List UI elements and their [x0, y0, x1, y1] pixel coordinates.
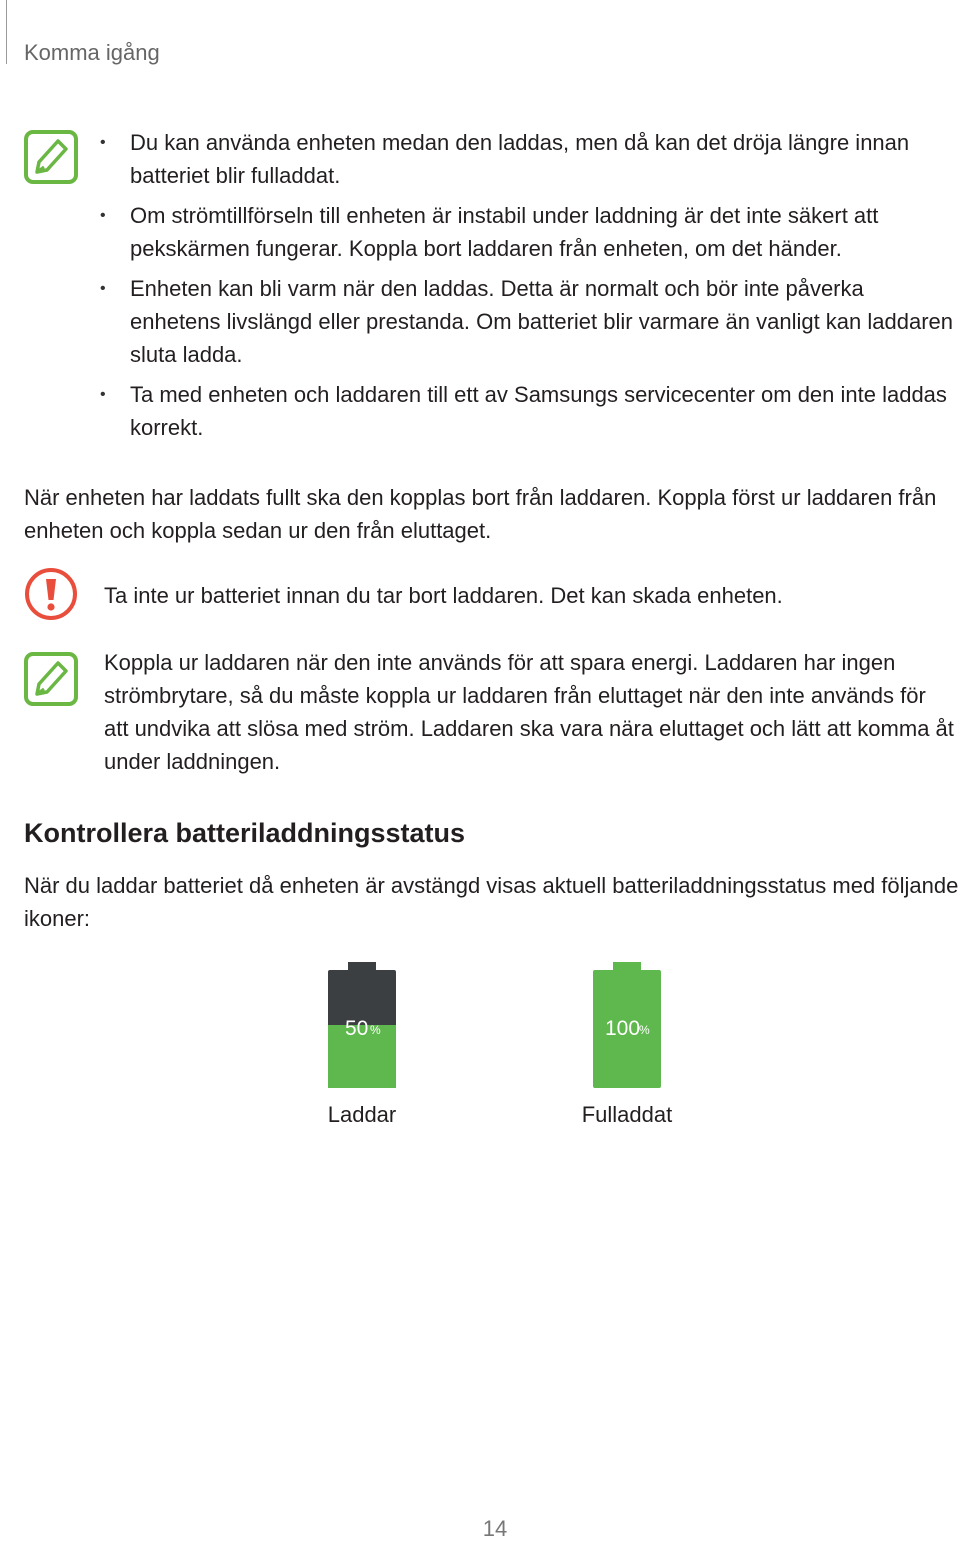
- list-item: • Du kan använda enheten medan den laddas, men då kan det dröja längre innan batteriet blir fulladdat.: [100, 130, 910, 188]
- battery-percent-sign: %: [639, 1023, 650, 1037]
- bullet-text: Enheten kan bli varm när den laddas. Detta är normalt och bör inte påverka enhetens livslängd eller prestanda. Om batteriet blir varmare än vanligt kan laddaren sluta ladda.: [130, 276, 954, 367]
- note-pencil-icon: [24, 652, 78, 706]
- bullet-text: Om strömtillförseln till enheten är instabil under laddning är det inte säkert att pekskärmen fungerar. Koppla bort laddaren från enheten, om det händer.: [130, 203, 879, 261]
- battery-percent-sign: %: [370, 1023, 381, 1037]
- note-energy-text: Koppla ur laddaren när den inte används för att spara energi. Laddaren har ingen strömbrytare, så du måste koppla ur laddaren från eluttaget när den inte används för att undvika att slösa med ström. Laddaren ska vara nära eluttaget och lätt att komma åt under laddningen.: [104, 650, 954, 774]
- battery-caption: Laddar: [327, 1102, 397, 1127]
- note-pencil-icon: [24, 130, 78, 184]
- battery-caption: Fulladdat: [581, 1102, 673, 1127]
- battery-full-icon: [593, 962, 661, 1088]
- note-bullet-list: [100, 126, 958, 451]
- list-item: • Enheten kan bli varm när den laddas. Detta är normalt och bör inte påverka enhetens livslängd eller prestanda. Om batteriet blir varmare än vanligt kan laddaren sluta ladda.: [100, 276, 954, 367]
- battery-percent: 100: [605, 1017, 641, 1040]
- caution-text: Ta inte ur batteriet innan du tar bort laddaren. Det kan skada enheten.: [104, 583, 783, 608]
- list-item: • Om strömtillförseln till enheten är instabil under laddning är det inte säkert att pekskärmen fungerar. Koppla bort laddaren från enheten, om det händer.: [100, 203, 879, 261]
- page-corner-line: [6, 0, 7, 64]
- battery-charging-icon: [328, 962, 396, 1088]
- page-number: 14: [482, 1516, 508, 1541]
- list-item: • Ta med enheten och laddaren till ett av Samsungs servicecenter om den inte laddas korrekt.: [100, 382, 947, 440]
- battery-percent: 50: [345, 1017, 369, 1040]
- disconnect-paragraph: När enheten har laddats fullt ska den kopplas bort från laddaren. Koppla först ur laddaren från enheten och koppla sedan ur den från eluttaget.: [24, 485, 937, 543]
- section-header: Komma igång: [24, 40, 160, 65]
- bullet-text: Ta med enheten och laddaren till ett av Samsungs servicecenter om den inte laddas korrekt.: [130, 382, 947, 440]
- warning-exclamation-icon: [24, 567, 78, 621]
- section-intro: När du laddar batteriet då enheten är avstängd visas aktuell batteriladdningsstatus med följande ikoner:: [24, 873, 959, 931]
- section-title: Kontrollera batteriladdningsstatus: [24, 818, 466, 848]
- bullet-text: Du kan använda enheten medan den laddas, men då kan det dröja längre innan batteriet blir fulladdat.: [130, 130, 910, 188]
